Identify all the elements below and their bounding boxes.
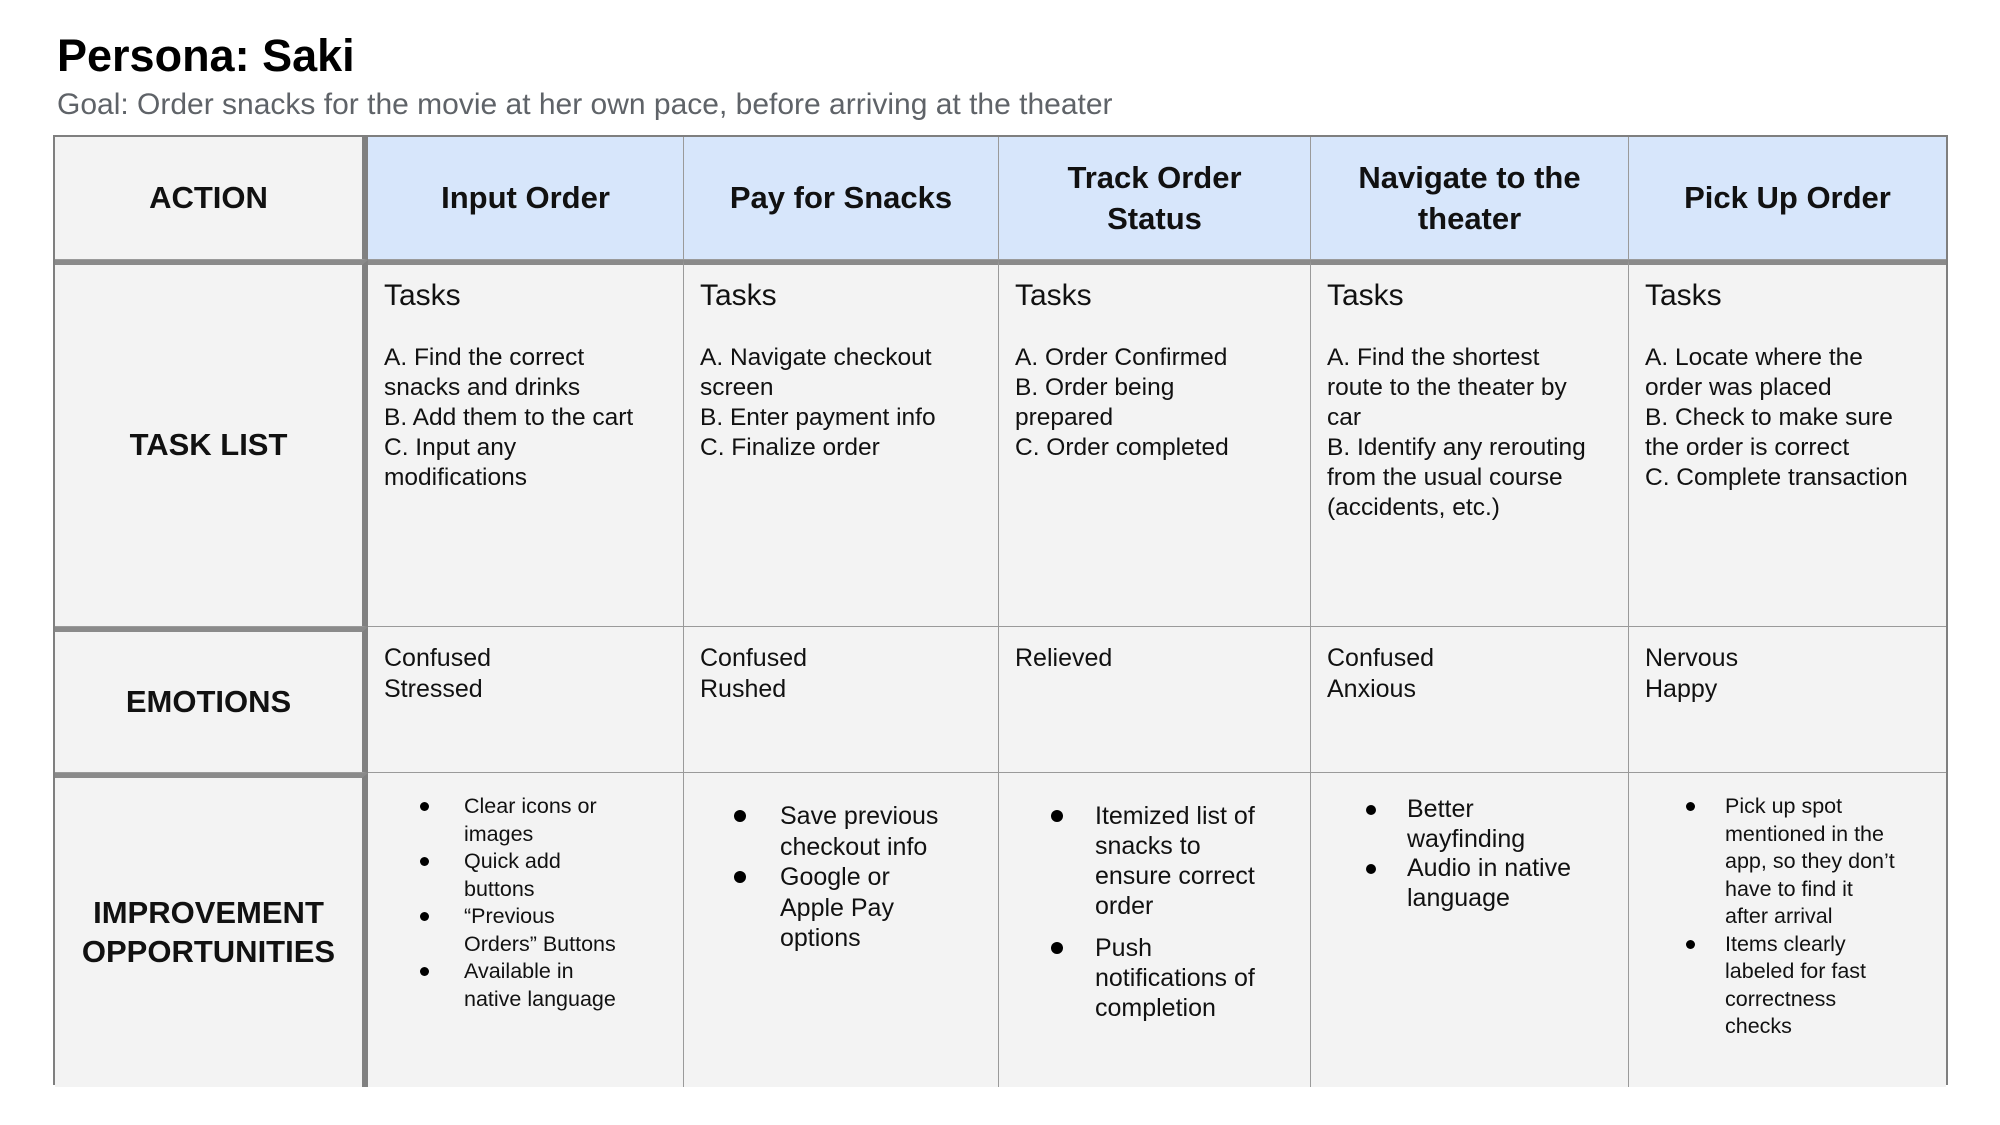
task-list-cell: [1311, 260, 1629, 627]
opportunity-list: [368, 773, 683, 1013]
task-line: C. Input any: [384, 434, 517, 461]
bullet-dot-icon: [1051, 942, 1063, 954]
opportunity-line: app, so they don’t: [1725, 849, 1895, 873]
stage-header-pay-for-snacks: [684, 137, 999, 260]
opportunities-cell: [368, 773, 684, 1087]
row-label-improvement-text: [82, 894, 335, 972]
row-label-improvement-line1: IMPROVEMENT: [93, 894, 324, 930]
emotions-cell: [999, 627, 1311, 773]
task-line: C. Order completed: [1015, 434, 1229, 461]
opportunity-list: [1629, 773, 1946, 1041]
bullet-dot-icon: [734, 871, 746, 883]
bullet-dot-icon: [420, 802, 429, 811]
opportunity-line: Audio in native: [1407, 854, 1572, 882]
tasks-heading: Tasks: [700, 279, 777, 312]
opportunities-cell: [684, 773, 999, 1087]
emotion-label: Confused: [700, 644, 808, 672]
persona-title: Persona: Saki: [57, 30, 355, 81]
opportunity-item: [368, 793, 683, 848]
opportunity-line: checkout info: [780, 832, 928, 861]
opportunity-line: options: [780, 924, 861, 952]
tasks-heading: Tasks: [384, 279, 461, 312]
opportunity-line: Save previous: [780, 802, 939, 830]
row-label-emotions: [55, 627, 368, 773]
opportunity-line: Available in: [464, 959, 574, 983]
task-line: B. Check to make sure: [1645, 404, 1893, 431]
opportunity-line: Better: [1407, 795, 1474, 823]
opportunity-line: labeled for fast: [1725, 959, 1867, 983]
task-list-cell: [1629, 260, 1946, 627]
opportunity-item: [999, 801, 1310, 921]
stage-header-text: Pick Up Order: [1684, 180, 1891, 216]
opportunity-item: [368, 958, 683, 1013]
emotion-label: Stressed: [384, 675, 483, 703]
opportunity-line: Pick up spot: [1725, 794, 1843, 818]
opportunity-line: language: [1407, 883, 1510, 912]
emotion-label: Relieved: [1015, 644, 1113, 672]
opportunity-line: completion: [1095, 994, 1216, 1022]
opportunity-line: Items clearly: [1725, 931, 1846, 956]
tasks-heading: Tasks: [1645, 279, 1722, 312]
opportunity-line: buttons: [464, 876, 535, 901]
emotion-label: Happy: [1645, 675, 1718, 703]
journey-map-table: [53, 135, 1948, 1085]
row-label-improvement-line2: OPPORTUNITIES: [81, 933, 336, 969]
opportunity-item: [1629, 793, 1946, 931]
stage-header-text: Navigate to the theater: [1358, 159, 1581, 236]
opportunity-line: have to find it: [1725, 876, 1853, 901]
task-line: route to the theater by: [1327, 374, 1567, 401]
stage-header-text: Input Order: [441, 180, 610, 216]
task-list-cell: [684, 260, 999, 627]
opportunity-line: after arrival: [1725, 904, 1833, 928]
opportunity-item: [1311, 795, 1628, 854]
task-line: A. Find the correct: [384, 344, 585, 371]
task-line: screen: [700, 374, 774, 401]
emotions-cell: [1311, 627, 1629, 773]
stage-header-text: Pay for Snacks: [729, 180, 953, 216]
stage-header-text: Track Order Status: [1067, 159, 1242, 236]
opportunity-line: Itemized list of: [1095, 802, 1255, 830]
opportunity-line: Apple Pay: [780, 893, 894, 922]
opportunity-line: images: [464, 821, 534, 846]
row-label-action: [55, 137, 368, 260]
bullet-dot-icon: [420, 912, 429, 921]
bullet-dot-icon: [1366, 805, 1376, 815]
opportunity-line: Clear icons or: [464, 794, 597, 818]
emotion-label: Confused: [384, 644, 492, 672]
opportunities-cell: [1629, 773, 1946, 1087]
opportunity-line: Orders” Buttons: [464, 931, 616, 956]
task-line: B. Enter payment info: [700, 404, 936, 431]
opportunity-line: wayfinding: [1407, 824, 1526, 853]
opportunity-item: [1629, 931, 1946, 1041]
row-label-task-list-text: TASK LIST: [129, 427, 288, 463]
task-line: order was placed: [1645, 374, 1832, 401]
opportunity-item: [368, 903, 683, 958]
opportunity-line: notifications of: [1095, 964, 1255, 992]
opportunity-line: Push: [1095, 934, 1152, 962]
persona-goal: Goal: Order snacks for the movie at her own pace, before arriving at the theater: [57, 88, 1113, 121]
task-line: A. Find the shortest: [1327, 344, 1540, 371]
opportunities-cell: [999, 773, 1311, 1087]
bullet-dot-icon: [734, 810, 746, 822]
opportunity-item: [1311, 854, 1628, 913]
emotion-label: Nervous: [1645, 644, 1739, 672]
bullet-dot-icon: [420, 967, 429, 976]
task-line: B. Add them to the cart: [384, 404, 634, 431]
opportunity-line: native language: [464, 986, 616, 1011]
tasks-heading: Tasks: [1327, 279, 1404, 312]
opportunity-line: Quick add: [464, 849, 561, 873]
opportunity-line: snacks to: [1095, 832, 1201, 860]
task-line: C. Finalize order: [700, 434, 880, 461]
emotions-cell: [1629, 627, 1946, 773]
opportunity-item: [368, 848, 683, 903]
row-label-action-text: ACTION: [149, 179, 268, 215]
emotions-cell: [684, 627, 999, 773]
stage-header-pick-up-order: [1629, 137, 1946, 260]
emotion-label: Rushed: [700, 675, 787, 703]
row-label-improvement-opportunities: [55, 773, 368, 1087]
opportunity-list: [999, 773, 1310, 1023]
opportunity-line: order: [1095, 892, 1154, 920]
emotion-label: Confused: [1327, 644, 1435, 672]
stage-header-input-order: [368, 137, 684, 260]
tasks-heading: Tasks: [1015, 279, 1092, 312]
opportunity-line: ensure correct: [1095, 862, 1255, 890]
opportunity-item: [999, 933, 1310, 1023]
task-list-cell: [368, 260, 684, 627]
task-line: B. Order being: [1015, 374, 1175, 401]
stage-header-navigate-to-theater: [1311, 137, 1629, 260]
emotion-label: Anxious: [1327, 675, 1416, 703]
bullet-dot-icon: [1051, 810, 1063, 822]
task-line: A. Navigate checkout: [700, 344, 932, 371]
task-line: snacks and drinks: [384, 374, 581, 401]
opportunities-cell: [1311, 773, 1629, 1087]
task-line: the order is correct: [1645, 434, 1850, 461]
opportunity-item: [684, 801, 998, 862]
opportunity-line: “Previous: [464, 904, 555, 928]
task-list-cell: [999, 260, 1311, 627]
opportunity-list: [1311, 773, 1628, 913]
opportunity-list: [684, 773, 998, 954]
task-line: car: [1327, 404, 1362, 431]
opportunity-line: mentioned in the: [1725, 821, 1884, 846]
bullet-dot-icon: [1366, 864, 1376, 874]
row-label-task-list: [55, 260, 368, 627]
task-line: modifications: [384, 464, 527, 491]
opportunity-item: [684, 862, 998, 954]
task-line: B. Identify any rerouting: [1327, 434, 1586, 461]
task-line: from the usual course: [1327, 464, 1563, 491]
task-line: C. Complete transaction: [1645, 464, 1908, 491]
opportunity-line: correctness: [1725, 986, 1837, 1011]
bullet-dot-icon: [420, 857, 429, 866]
stage-header-track-order-status: [999, 137, 1311, 260]
opportunity-line: Google or: [780, 863, 890, 891]
task-line: (accidents, etc.): [1327, 494, 1500, 521]
bullet-dot-icon: [1686, 802, 1695, 811]
opportunity-line: checks: [1725, 1014, 1792, 1038]
task-line: A. Order Confirmed: [1015, 344, 1228, 371]
task-line: A. Locate where the: [1645, 344, 1863, 371]
emotions-cell: [368, 627, 684, 773]
task-line: prepared: [1015, 404, 1114, 431]
bullet-dot-icon: [1686, 940, 1695, 949]
row-label-emotions-text: EMOTIONS: [125, 683, 292, 719]
